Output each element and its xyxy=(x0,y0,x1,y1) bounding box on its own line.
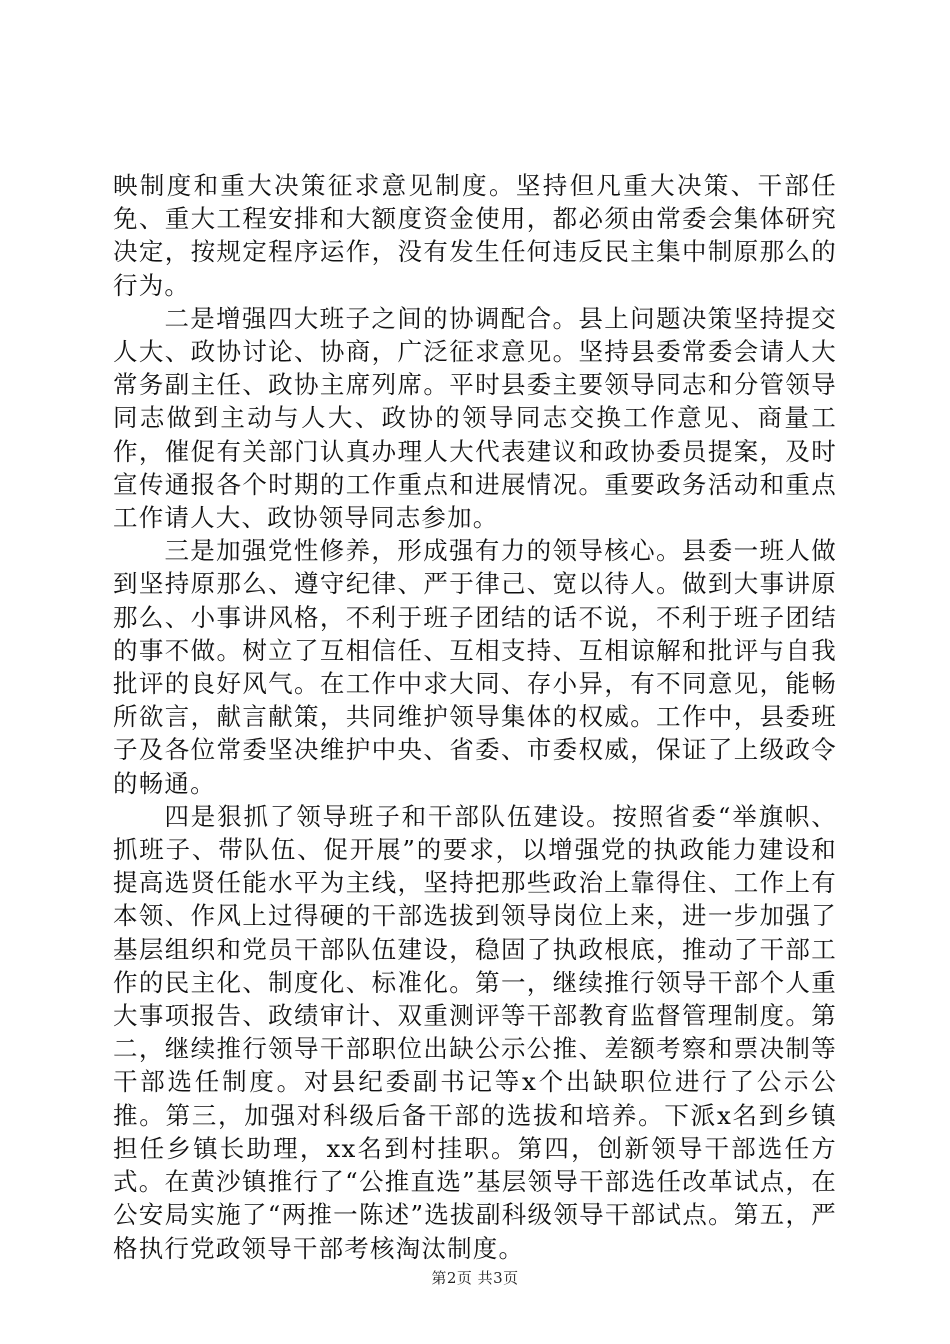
paragraph-continued: 映制度和重大决策征求意见制度。坚持但凡重大决策、干部任免、重大工程安排和大额度资金使用，都必须由常委会集体研究决定，按规定程序运作，没有发生任何违反民主集中制原那么的行为。 xyxy=(113,171,837,300)
paragraph-coordination: 二是增强四大班子之间的协调配合。县上问题决策坚持提交人大、政协讨论、协商，广泛征求意见。坚持县委常委会请人大常务副主任、政协主席列席。平时县委主要领导同志和分管领导同志做到主动与人大、政协的领导同志交换工作意见、商量工作，催促有关部门认真办理人大代表建议和政协委员提案，及时宣传通报各个时期的工作重点和进展情况。重要政务活动和重点工作请人大、政协领导同志参加。 xyxy=(113,303,837,533)
paragraph-party-spirit: 三是加强党性修养，形成强有力的领导核心。县委一班人做到坚持原那么、遵守纪律、严于律己、宽以待人。做到大事讲原那么、小事讲风格，不利于班子团结的话不说，不利于班子团结的事不做。树立了互相信任、互相支持、互相谅解和批评与自我批评的良好风气。在工作中求大同、存小异，有不同意见，能畅所欲言，献言献策，共同维护领导集体的权威。工作中，县委班子及各位常委坚决维护中央、省委、市委权威，保证了上级政令的畅通。 xyxy=(113,536,837,798)
paragraph-cadre-building: 四是狠抓了领导班子和干部队伍建设。按照省委“举旗帜、抓班子、带队伍、促开展”的要求，以增强党的执政能力建设和提高选贤任能水平为主线，坚持把那些政治上靠得住、工作上有本领、作风上过得硬的干部选拔到领导岗位上来，进一步加强了基层组织和党员干部队伍建设，稳固了执政根底，推动了干部工作的民主化、制度化、标准化。第一，继续推行领导干部个人重大事项报告、政绩审计、双重测评等干部教育监督管理制度。第二，继续推行领导干部职位出缺公示公推、差额考察和票决制等干部选任制度。对县纪委副书记等x个出缺职位进行了公示公推。第三，加强对科级后备干部的选拔和培养。下派x名到乡镇担任乡镇长助理，xx名到村挂职。第四，创新领导干部选任方式。在黄沙镇推行了“公推直选”基层领导干部选任改革试点，在公安局实施了“两推一陈述”选拔副科级领导干部试点。第五，严格执行党政领导干部考核淘汰制度。 xyxy=(113,801,837,1263)
page-number-footer: 第2页 共3页 xyxy=(431,1269,519,1287)
document-body xyxy=(113,169,837,1265)
